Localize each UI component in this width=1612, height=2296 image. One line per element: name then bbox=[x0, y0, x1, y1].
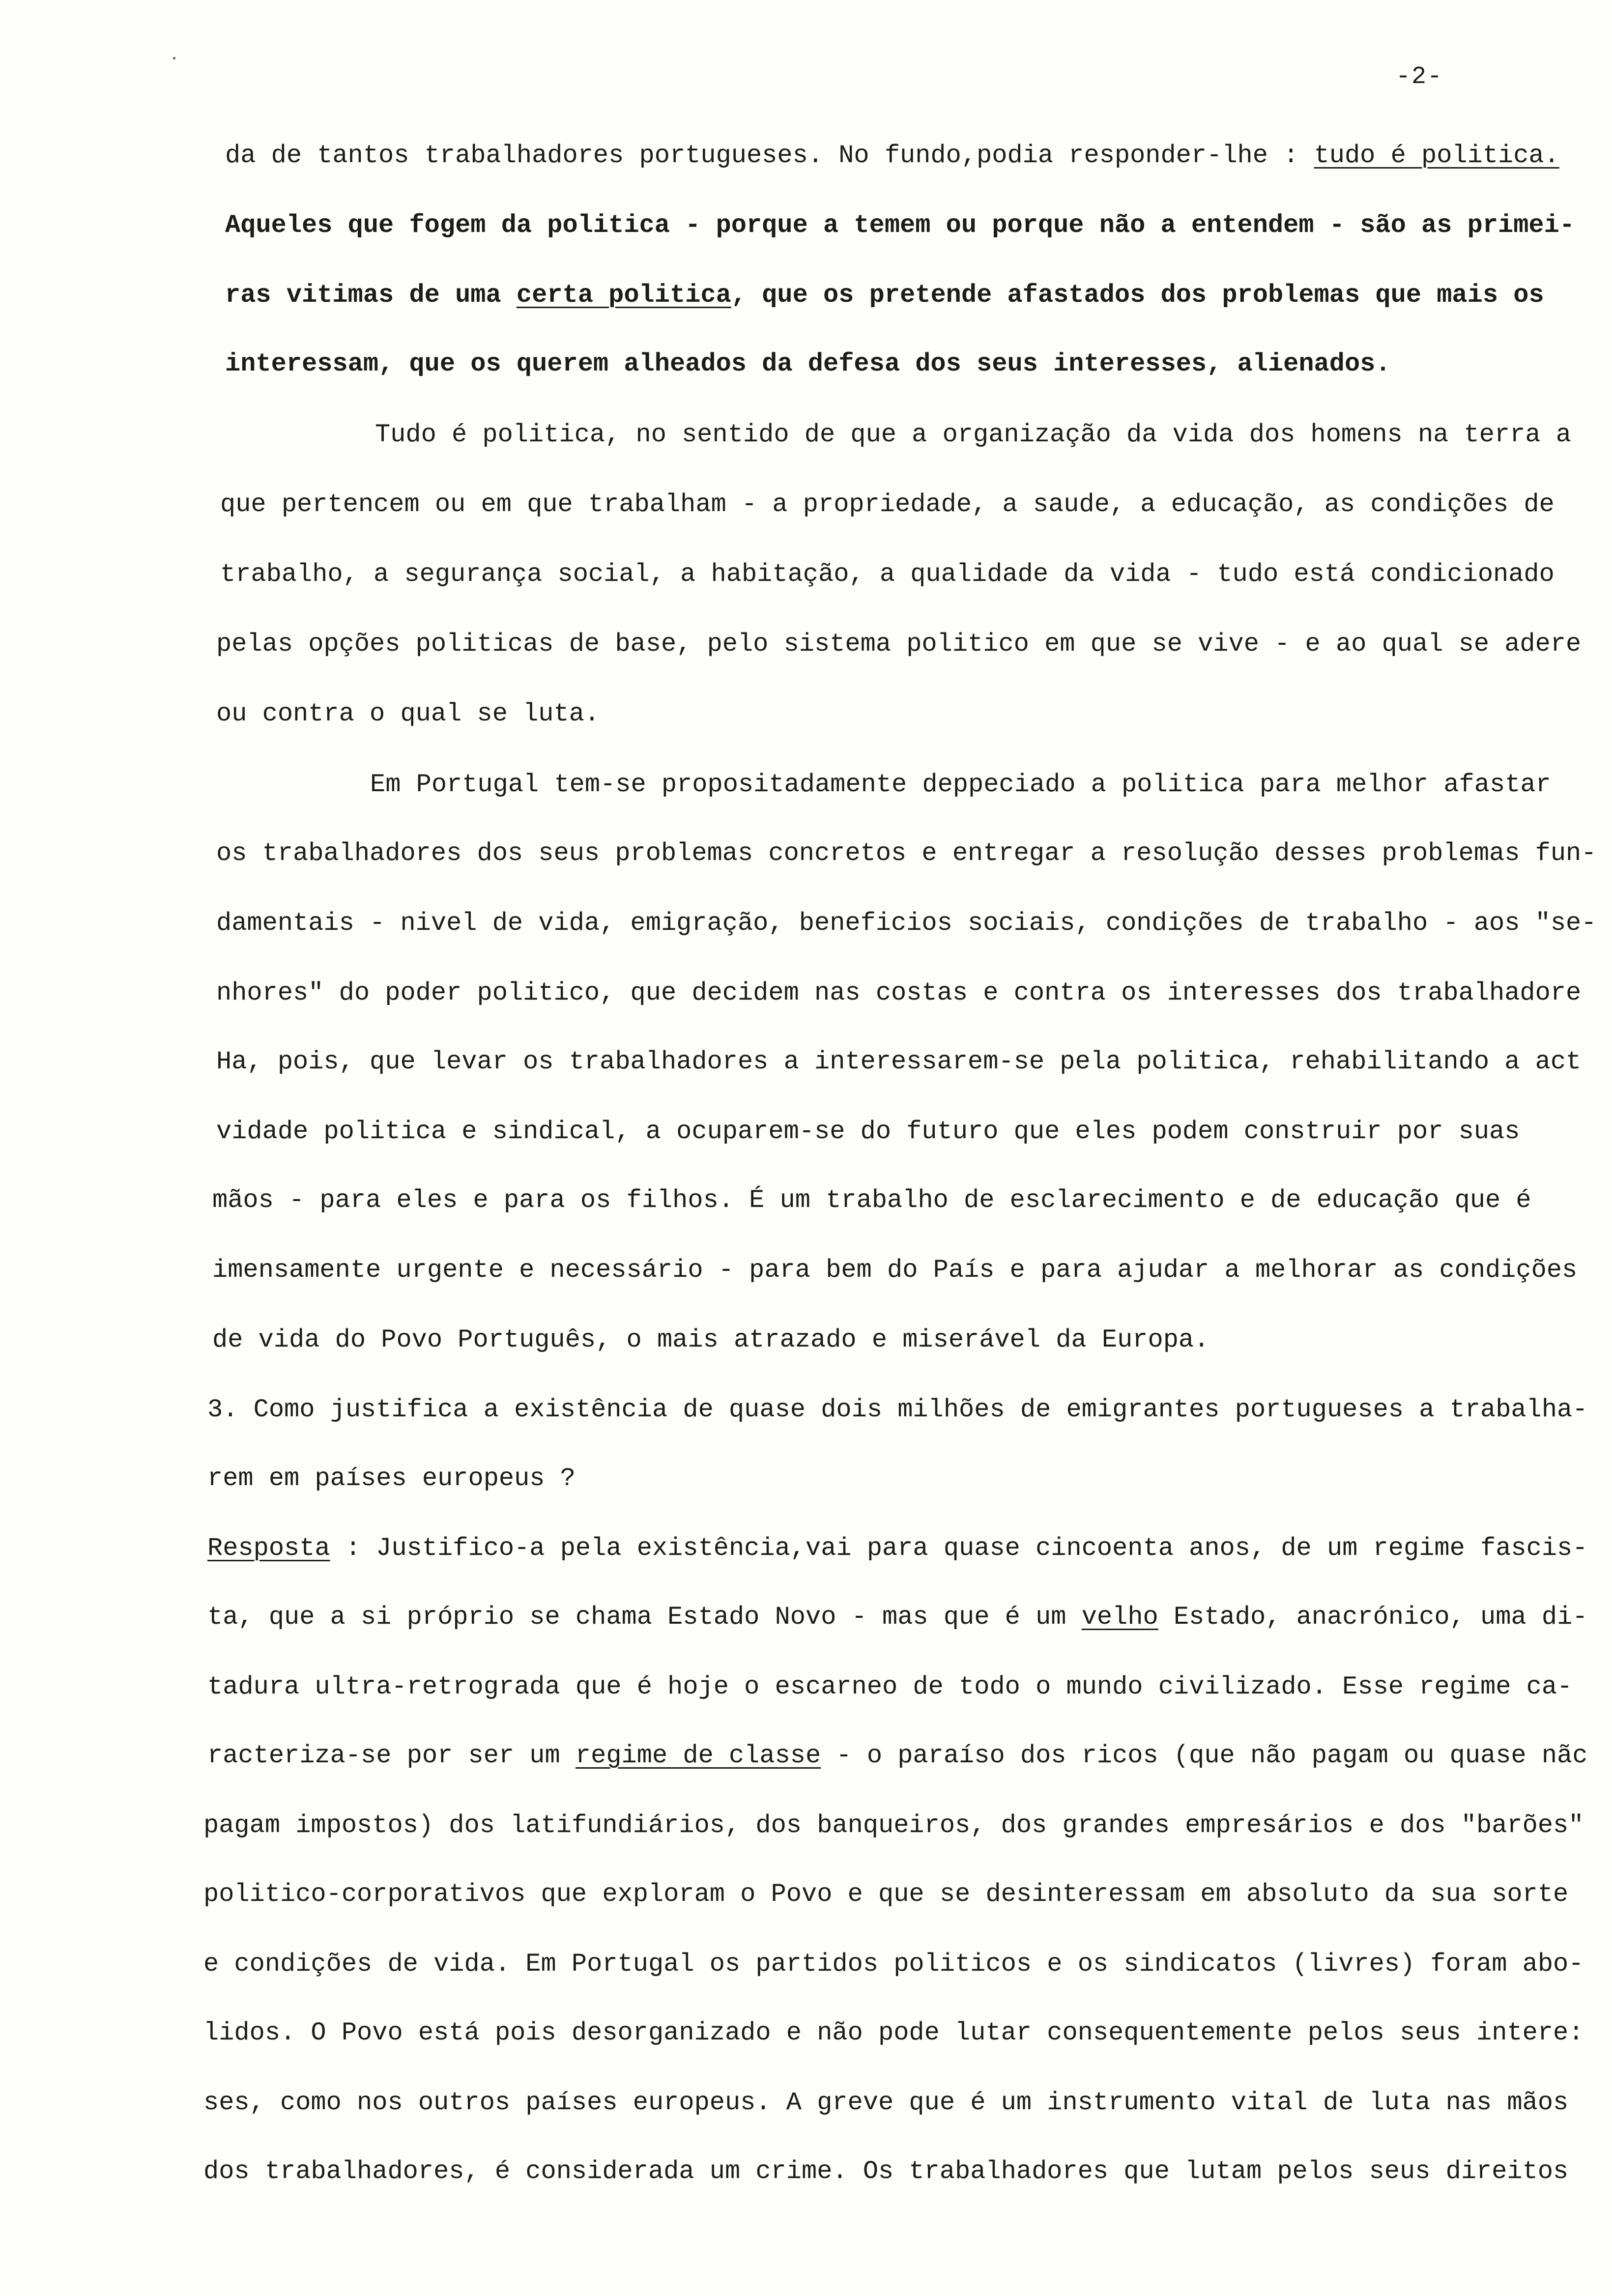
text-line: Ha, pois, que levar os trabalhadores a interessarem-se pela politica, rehabilitando a act bbox=[216, 1047, 1582, 1076]
ink-speck bbox=[173, 57, 175, 59]
text-line: vidade politica e sindical, a ocuparem-se do futuro que eles podem construir por suas bbox=[216, 1117, 1520, 1146]
text-line: interessam, que os querem alheados da defesa dos seus interesses, alienados. bbox=[225, 349, 1391, 378]
text-line: lidos. O Povo está pois desorganizado e não pode lutar consequentemente pelos seus intere: bbox=[203, 2018, 1584, 2047]
text-line: e condições de vida. Em Portugal os partidos politicos e os sindicatos (livres) foram abo- bbox=[203, 1950, 1584, 1979]
text-line: pelas opções politicas de base, pelo sistema politico em que se vive - e ao qual se adere bbox=[216, 630, 1582, 659]
text-line: da de tantos trabalhadores portugueses. No fundo,podia responder-lhe : tudo é politica. bbox=[225, 141, 1559, 170]
text-line: politico-corporativos que exploram o Povo e que se desinteressam em absoluto da sua sorte bbox=[203, 1880, 1569, 1909]
text-line: dos trabalhadores, é considerada um crime. Os trabalhadores que lutam pelos seus direitos bbox=[203, 2157, 1569, 2186]
text-line: ras vitimas de uma certa politica, que os pretende afastados dos problemas que mais os bbox=[225, 281, 1544, 310]
text-line: Tudo é politica, no sentido de que a organização da vida dos homens na terra a bbox=[375, 420, 1571, 449]
text-line: nhores" do poder politico, que decidem nas costas e contra os interesses dos trabalhadore bbox=[216, 978, 1582, 1007]
text-line: os trabalhadores dos seus problemas concretos e entregar a resolução desses problemas fun- bbox=[216, 839, 1597, 868]
answer-line: Resposta : Justifico-a pela existência,vai para quase cincoenta anos, de um regime fascis- bbox=[207, 1534, 1588, 1563]
text-line: ou contra o qual se luta. bbox=[216, 699, 600, 728]
question-line: 3. Como justifica a existência de quase dois milhões de emigrantes portugueses a trabalha- bbox=[207, 1395, 1588, 1424]
text-line: Em Portugal tem-se propositadamente deppeciado a politica para melhor afastar bbox=[370, 770, 1551, 799]
text-line: racteriza-se por ser um regime de classe - o paraíso dos ricos (que não pagam ou quase nãc bbox=[207, 1741, 1588, 1770]
text-line: pagam impostos) dos latifundiários, dos banqueiros, dos grandes empresários e dos "barões" bbox=[203, 1811, 1584, 1840]
text-line: ses, como nos outros países europeus. A greve que é um instrumento vital de luta nas mãos bbox=[203, 2088, 1569, 2117]
text-line: de vida do Povo Português, o mais atrazado e miserável da Europa. bbox=[212, 1325, 1209, 1354]
text-line: mãos - para eles e para os filhos. É um trabalho de esclarecimento e de educação que é bbox=[212, 1186, 1531, 1215]
text-line: tadura ultra-retrograda que é hoje o escarneo de todo o mundo civilizado. Esse regime ca- bbox=[207, 1672, 1573, 1701]
text-line: que pertencem ou em que trabalham - a propriedade, a saude, a educação, as condições de bbox=[220, 490, 1554, 519]
text-line: Aqueles que fogem da politica - porque a temem ou porque não a entendem - são as primei- bbox=[225, 211, 1575, 240]
question-line: rem em países europeus ? bbox=[207, 1464, 576, 1493]
text-line: damentais - nivel de vida, emigração, beneficios sociais, condições de trabalho - aos "se- bbox=[216, 909, 1597, 938]
text-line: imensamente urgente e necessário - para bem do País e para ajudar a melhorar as condições bbox=[212, 1256, 1578, 1285]
page-number: -2- bbox=[1396, 63, 1443, 91]
text-line: trabalho, a segurança social, a habitação, a qualidade da vida - tudo está condicionado bbox=[220, 560, 1554, 589]
answer-label: Resposta bbox=[207, 1534, 330, 1563]
text-line: ta, que a si próprio se chama Estado Novo - mas que é um velho Estado, anacrónico, uma di- bbox=[207, 1603, 1588, 1632]
